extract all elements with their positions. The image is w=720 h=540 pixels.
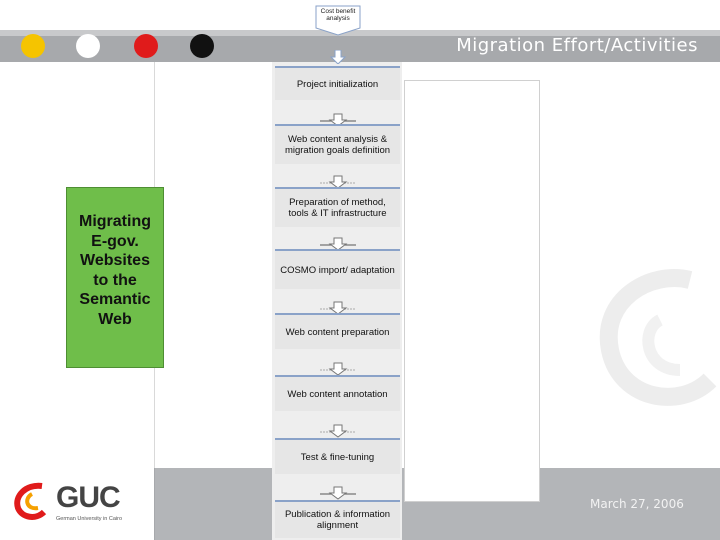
topic-line: to the — [93, 271, 137, 289]
topic-line: Migrating — [79, 213, 151, 230]
guc-logo-subtitle: German University in Cairo — [56, 516, 123, 522]
step-connector-icon — [320, 362, 356, 376]
guc-logo-icon — [12, 482, 54, 522]
slide-title: Migration Effort/Activities — [456, 35, 698, 56]
yellow-dot-icon — [21, 34, 45, 58]
flow-step-cosmo-import: COSMO import/ adaptation — [275, 249, 400, 289]
step-connector-icon — [320, 486, 356, 500]
flow-step-publication: Publication & information alignment — [275, 500, 400, 538]
flow-step-preparation: Preparation of method, tools & IT infrastructure — [275, 187, 400, 227]
flow-step-content-preparation: Web content preparation — [275, 313, 400, 349]
topic-line: Web — [98, 310, 132, 328]
step-connector-icon — [320, 424, 356, 438]
slide-date: March 27, 2006 — [590, 497, 684, 511]
topic-title — [66, 212, 164, 329]
guc-logo-text: GUC — [56, 481, 120, 514]
footer-logo-area — [0, 468, 154, 540]
flow-step-project-initialization: Project initialization — [275, 66, 400, 100]
flow-step-content-annotation: Web content annotation — [275, 375, 400, 411]
flow-step-test-fine-tuning: Test & fine-tuning — [275, 438, 400, 474]
black-dot-icon — [190, 34, 214, 58]
topic-line: Websites — [80, 252, 150, 269]
white-dot-icon — [76, 34, 100, 58]
red-dot-icon — [134, 34, 158, 58]
activity-detail-panel — [404, 80, 540, 502]
guc-watermark-icon — [540, 260, 720, 420]
top-node-label: Cost benefit analysis — [320, 8, 356, 22]
topic-line: E-gov. — [91, 232, 139, 250]
down-arrow-icon — [330, 50, 346, 64]
flow-step-content-analysis: Web content analysis & migration goals definition — [275, 124, 400, 164]
topic-line: Semantic — [79, 291, 151, 308]
